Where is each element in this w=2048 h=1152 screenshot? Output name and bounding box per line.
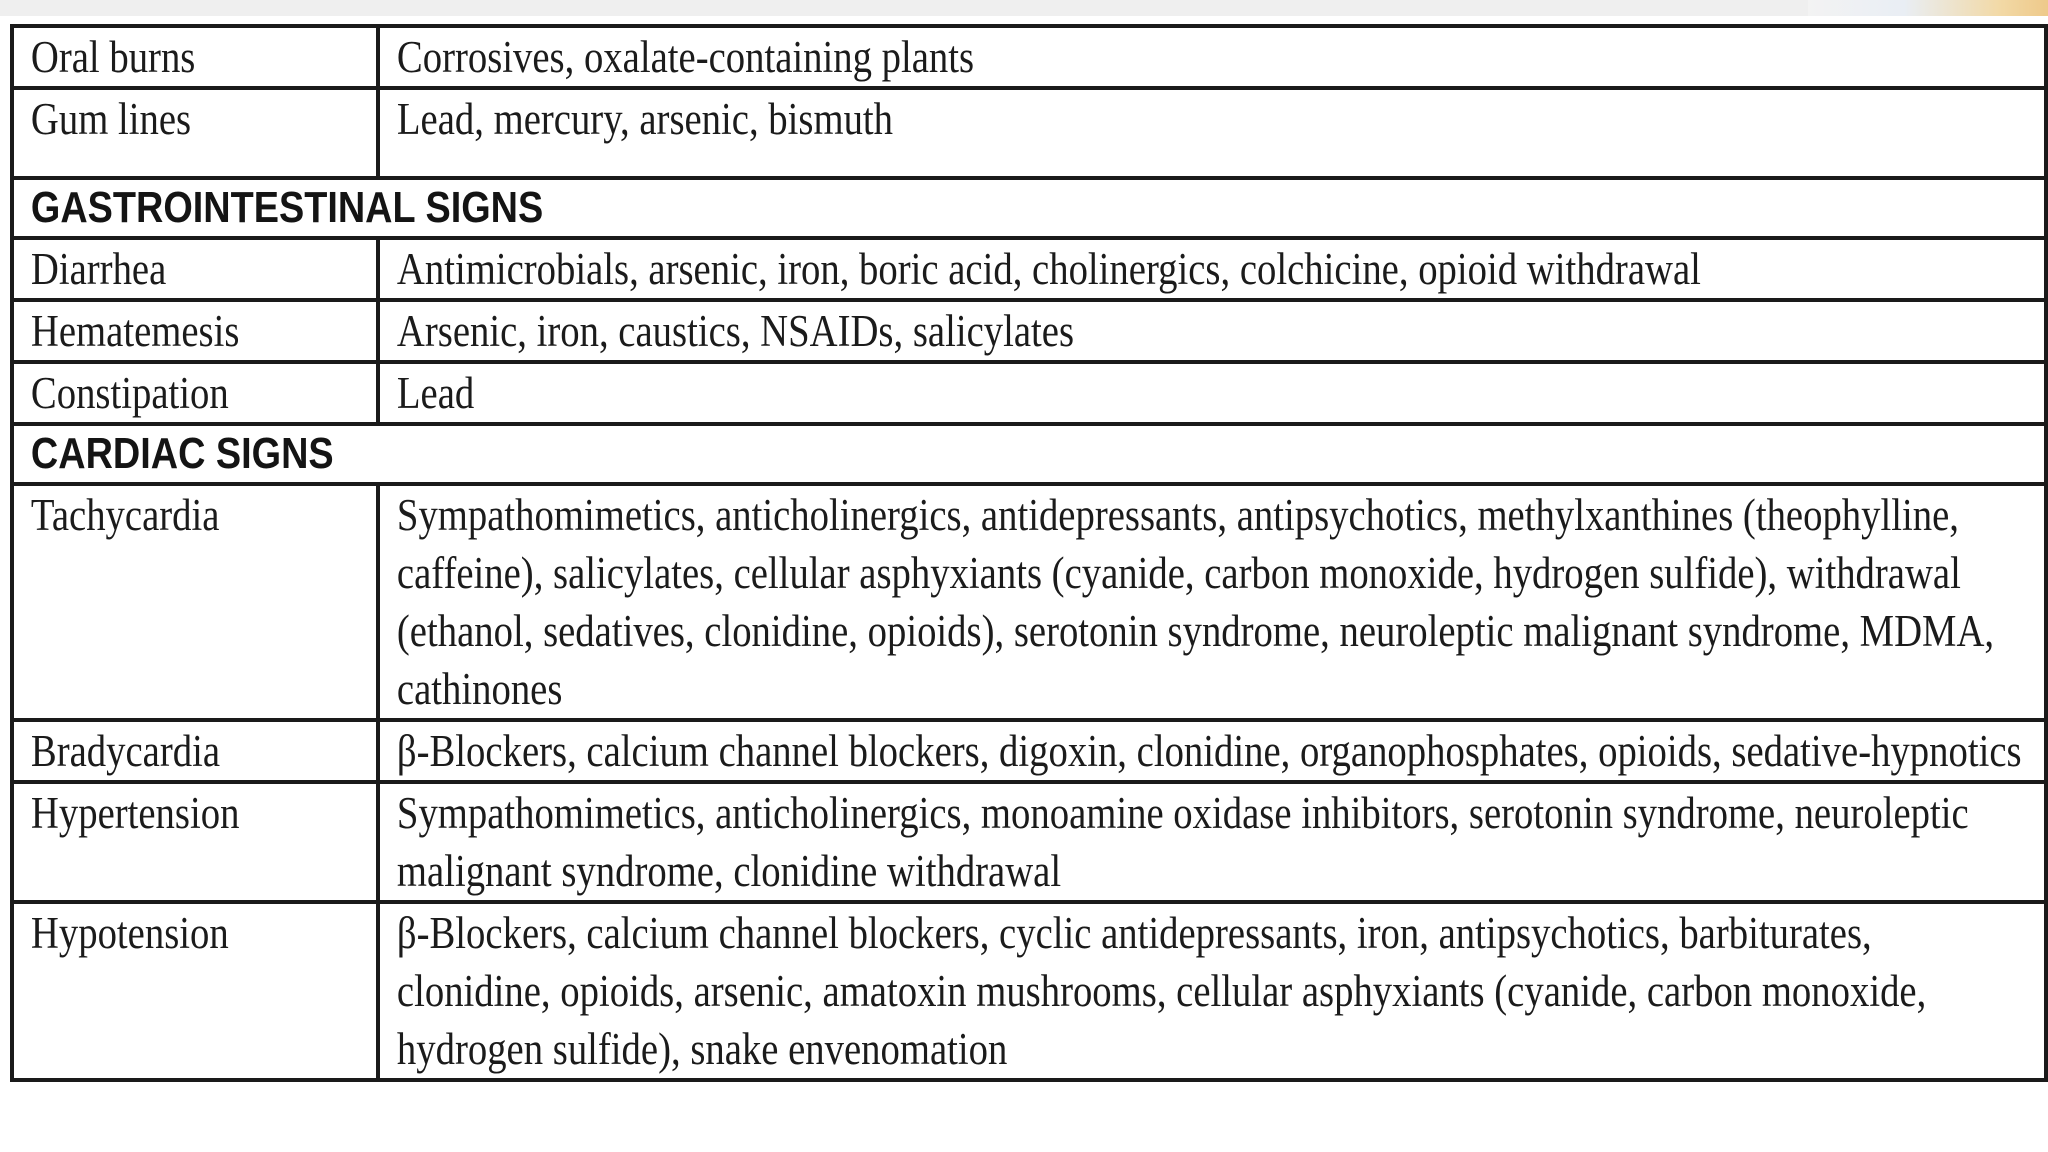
cause-list <box>378 26 1812 88</box>
cause-list-text: Antimicrobials, arsenic, iron, boric acid, cholinergics, colchicine, opioid withdrawal <box>396 244 1701 294</box>
cause-list-text: Corrosives, oxalate-containing plants <box>396 32 975 82</box>
sign-label-text: Hematemesis <box>30 306 240 356</box>
table-row <box>12 238 2046 300</box>
table-row <box>12 26 2046 88</box>
table-row <box>12 782 2046 902</box>
cause-list-text: Arsenic, iron, caustics, NSAIDs, salicylates <box>396 306 1075 356</box>
sign-label <box>12 362 327 424</box>
sign-label <box>12 238 327 300</box>
cause-list <box>378 484 1995 720</box>
sign-label <box>12 782 327 902</box>
sign-label-text: Gum lines <box>30 94 192 144</box>
sign-label-text: Tachycardia <box>30 490 220 540</box>
sign-label-text: Hypotension <box>30 908 229 958</box>
sign-label-text: Hypertension <box>30 788 240 838</box>
sign-label-text: Constipation <box>30 368 229 418</box>
toxicology-signs-table <box>10 24 2048 1082</box>
table-row <box>12 362 2046 424</box>
sign-label <box>12 26 327 88</box>
sign-label <box>12 484 327 720</box>
sign-label-text: Bradycardia <box>30 726 221 776</box>
cause-list-text: Sympathomimetics, anticholinergics, antidepressants, antipsychotics, methylxanthines (theophylline, caffeine), salicylates, cellular asphyxiants (cyanide, carbon monoxide, hydrogen sulfide), withdrawal (ethanol, sedatives, clonidine, opioids), serotonin syndrome, neuroleptic malignant syndrome, MDMA, cathinones <box>396 490 1995 714</box>
cause-list <box>378 782 1969 902</box>
section-header-row <box>12 424 2046 484</box>
cause-list-text: Lead <box>396 368 475 418</box>
cause-list <box>378 902 1927 1080</box>
cause-list-text: Lead, mercury, arsenic, bismuth <box>396 94 894 144</box>
table-row <box>12 720 2046 782</box>
section-header-text: CARDIAC SIGNS <box>30 429 334 478</box>
sign-label-text: Oral burns <box>30 32 196 82</box>
cause-list <box>378 300 1812 362</box>
table-row <box>12 300 2046 362</box>
cause-list <box>378 362 1812 424</box>
table-row <box>12 88 2046 178</box>
sign-label <box>12 300 327 362</box>
cause-list <box>378 88 1812 178</box>
sign-label <box>12 88 327 178</box>
sign-label-text: Diarrhea <box>30 244 167 294</box>
cause-list-text: β-Blockers, calcium channel blockers, digoxin, clonidine, organophosphates, opioids, sedative-hypnotics <box>396 726 2022 776</box>
cause-list-text: Sympathomimetics, anticholinergics, monoamine oxidase inhibitors, serotonin syndrome, neuroleptic malignant syndrome, clonidine withdrawal <box>396 788 1969 896</box>
cause-list <box>378 720 2022 782</box>
sign-label <box>12 902 327 1080</box>
section-header-row <box>12 178 2046 238</box>
cause-list <box>378 238 1812 300</box>
table-row <box>12 484 2046 720</box>
top-band <box>0 0 2048 16</box>
table-row <box>12 902 2046 1080</box>
section-header-text: GASTROINTESTINAL SIGNS <box>30 183 544 232</box>
sign-label <box>12 720 327 782</box>
cause-list-text: β-Blockers, calcium channel blockers, cyclic antidepressants, iron, antipsychotics, barbiturates, clonidine, opioids, arsenic, amatoxin mushrooms, cellular asphyxiants (cyanide, carbon monoxide, hydrogen sulfide), snake envenomation <box>396 908 1927 1074</box>
section-header <box>12 178 1761 238</box>
corner-decoration <box>1808 0 2048 16</box>
section-header <box>12 424 1761 484</box>
